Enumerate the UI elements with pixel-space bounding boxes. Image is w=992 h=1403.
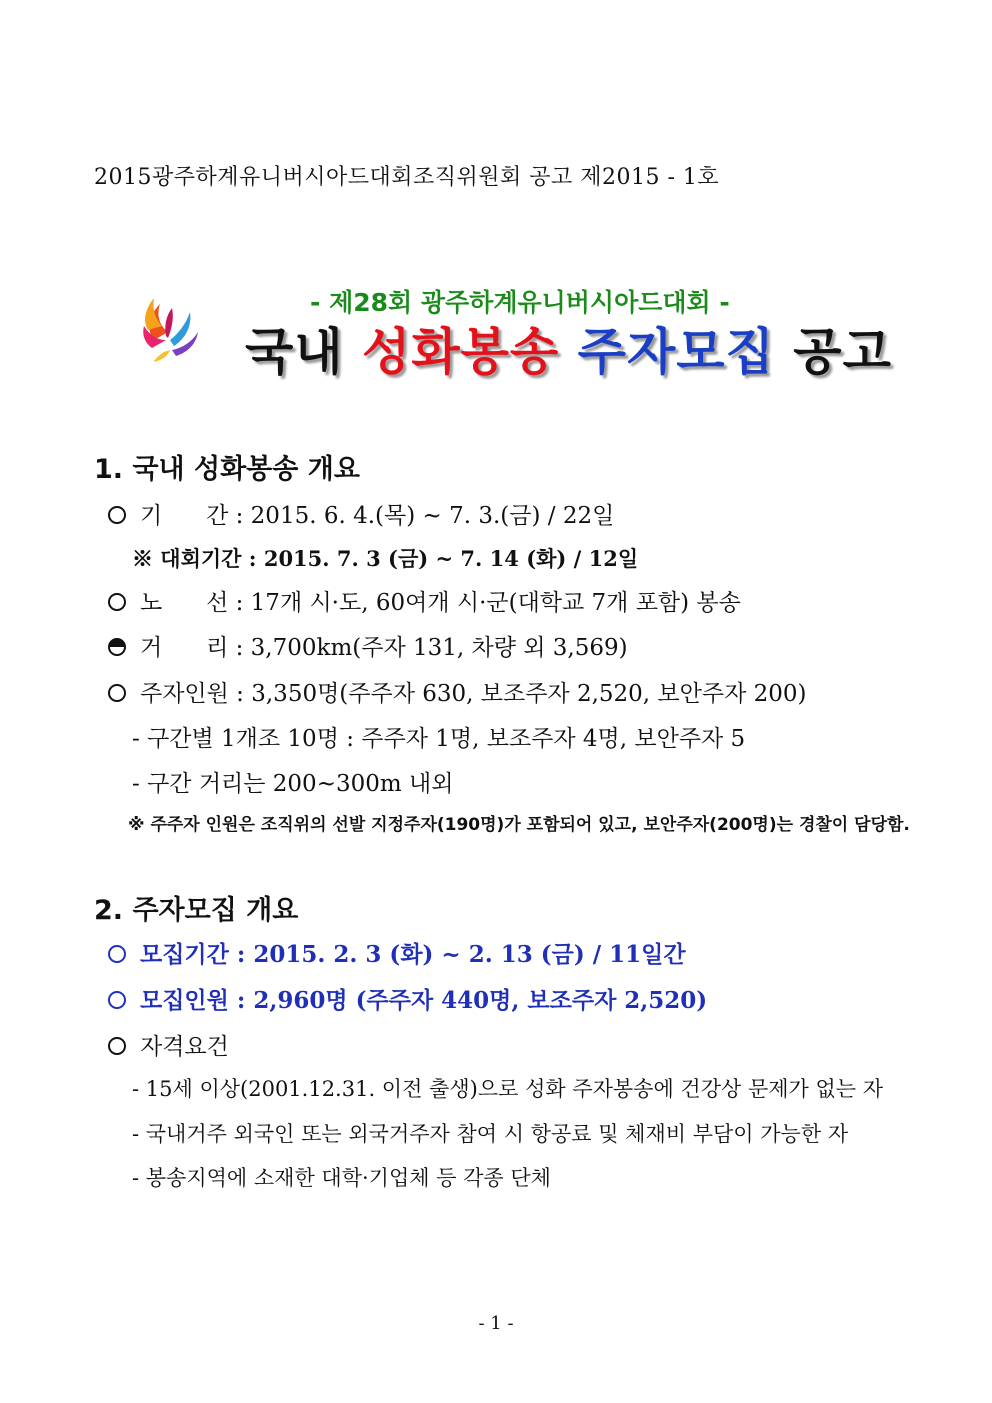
section1-heading: 1. 국내 성화봉송 개요 [94, 454, 360, 485]
title-part-torch-relay: 성화봉송 [362, 323, 560, 381]
title-part-notice: 공고 [793, 323, 892, 381]
event-subtitle: - 제28회 광주하계유니버시아드대회 - [310, 288, 730, 317]
section-distance-detail: - 구간 거리는 200~300m 내외 [132, 771, 454, 797]
distance-text: 거 리 : 3,700km(주자 131, 차량 외 3,569) [140, 635, 628, 661]
runner-note: ※ 주주자 인원은 조직위의 선발 지정주자(190명)가 포함되어 있고, 보안주자(200명)는 경찰이 담당함. [128, 815, 910, 835]
qualifications-item [108, 1028, 229, 1061]
runners-item [108, 675, 806, 708]
page-number: - 1 - [478, 1313, 514, 1334]
games-period-note: ※ 대회기간 : 2015. 7. 3 (금) ~ 7. 14 (화) / 12일 [132, 546, 639, 571]
qualifications-text: 자격요건 [140, 1034, 229, 1060]
qualification-foreigner: - 국내거주 외국인 또는 외국거주자 참여 시 항공료 및 체재비 부담이 가능한 자 [132, 1122, 849, 1146]
runners-text: 주자인원 : 3,350명(주주자 630, 보조주자 2,520, 보안주자 200) [140, 681, 807, 707]
recruit-count-text: 모집인원 : 2,960명 (주주자 440명, 보조주자 2,520) [140, 987, 708, 1014]
flame-logo-icon [140, 290, 200, 362]
distance-item [108, 629, 628, 662]
route-item [108, 584, 741, 617]
circle-bullet-icon [108, 684, 126, 702]
period-item [108, 497, 614, 530]
circle-bullet-icon [108, 945, 126, 963]
recruit-count-item [108, 982, 707, 1015]
circle-bullet-icon [108, 506, 126, 524]
half-circle-bullet-icon [108, 638, 126, 656]
recruit-period-text: 모집기간 : 2015. 2. 3 (화) ~ 2. 13 (금) / 11일간 [140, 941, 686, 968]
route-text: 노 선 : 17개 시·도, 60여개 시·군(대학교 7개 포함) 봉송 [140, 590, 741, 616]
page-title [245, 312, 892, 384]
circle-bullet-icon [108, 991, 126, 1009]
title-part-runner-recruit: 주자모집 [577, 323, 775, 381]
recruit-period-item [108, 936, 686, 969]
notice-number: 2015광주하계유니버시아드대회조직위원회 공고 제2015 - 1호 [94, 165, 720, 190]
qualification-organizations: - 봉송지역에 소재한 대학·기업체 등 각종 단체 [132, 1166, 551, 1190]
circle-bullet-icon [108, 593, 126, 611]
per-section-detail: - 구간별 1개조 10명 : 주주자 1명, 보조주자 4명, 보안주자 5 [132, 726, 746, 752]
qualification-age: - 15세 이상(2001.12.31. 이전 출생)으로 성화 주자봉송에 건강상 문제가 없는 자 [132, 1077, 884, 1101]
title-part-domestic: 국내 [245, 323, 344, 381]
circle-bullet-icon [108, 1037, 126, 1055]
section2-heading: 2. 주자모집 개요 [94, 895, 299, 926]
period-text: 기 간 : 2015. 6. 4.(목) ~ 7. 3.(금) / 22일 [140, 503, 615, 529]
